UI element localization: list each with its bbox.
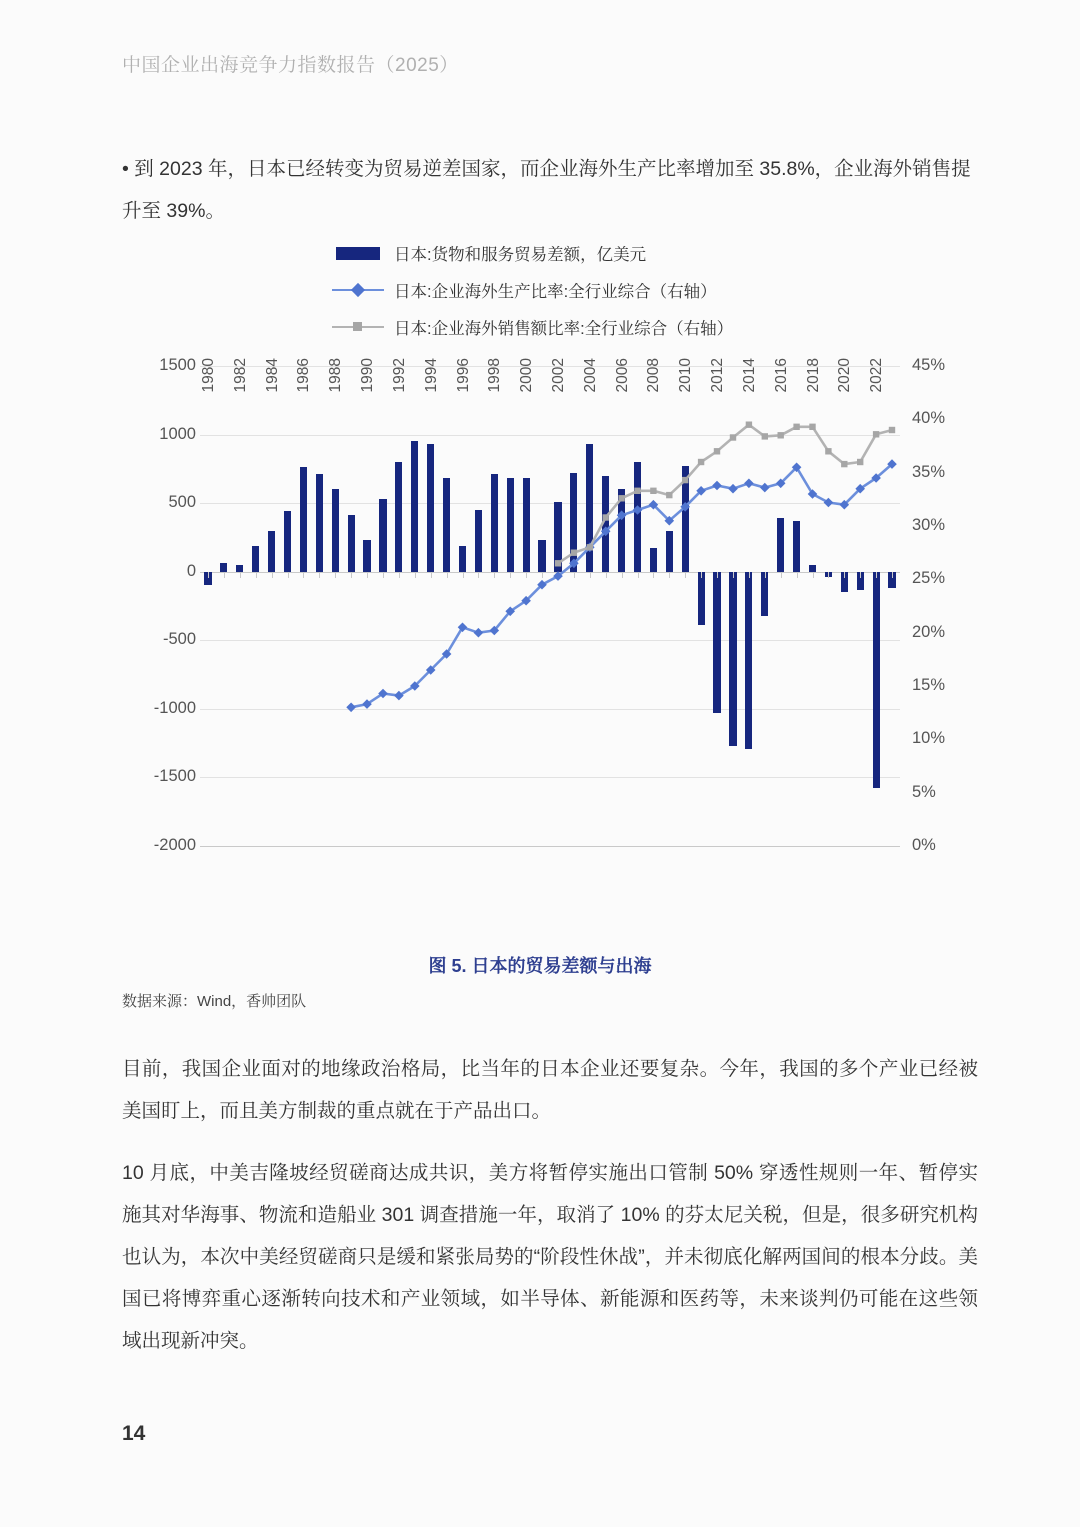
x-axis-tick-label: 2006 [613, 358, 631, 393]
line-marker-square [778, 432, 784, 438]
line-marker-diamond [824, 498, 834, 508]
x-axis-tick-label: 1988 [327, 358, 345, 393]
document-header: 中国企业出海竞争力指数报告（2025） [122, 55, 459, 76]
x-axis-tick-label: 2008 [645, 358, 663, 393]
line-marker-square [873, 431, 879, 437]
line-marker-square [762, 433, 768, 439]
line-series [200, 366, 900, 846]
line-marker-square [857, 459, 863, 465]
x-axis-tick-label: 1998 [486, 358, 504, 393]
right-axis-tick: 45% [912, 356, 946, 374]
x-axis-tick-label: 1990 [359, 358, 377, 393]
x-axis-tick-label: 2016 [772, 358, 790, 393]
x-axis-tick-label: 1984 [263, 358, 281, 393]
legend-line-square-icon [332, 317, 384, 337]
line-marker-diamond [712, 481, 722, 491]
left-axis-tick: -1500 [153, 767, 196, 786]
line-marker-diamond [728, 484, 738, 494]
right-axis-tick: 5% [912, 782, 936, 801]
line-marker-square [730, 434, 736, 440]
plot-canvas [200, 366, 900, 846]
line-marker-square [698, 459, 704, 465]
page-number: 14 [122, 1422, 146, 1445]
x-axis-tick-label: 2020 [836, 358, 854, 393]
chart-legend [332, 234, 972, 345]
right-axis-tick: 25% [912, 569, 946, 588]
x-axis-tick-label: 2022 [868, 358, 886, 393]
legend-item-trade-balance [332, 234, 972, 271]
line-marker-square [809, 424, 815, 430]
x-axis-tick-label: 1996 [454, 358, 472, 393]
line-marker-square [825, 448, 831, 454]
line-marker-square [793, 424, 799, 430]
x-axis-tick-label: 2018 [804, 358, 822, 393]
left-axis-tick: -1000 [153, 698, 196, 717]
body-paragraph-1: 目前，我国企业面对的地缘政治格局，比当年的日本企业还要复杂。今年，我国的多个产业已经被美国盯上，而且美方制裁的重点就在于产品出口。 [122, 1058, 978, 1122]
line-marker-square [603, 514, 609, 520]
legend-item-overseas-sales [332, 308, 972, 345]
line-marker-square [618, 495, 624, 501]
figure-chart [122, 228, 978, 918]
line-marker-square [650, 488, 656, 494]
line-marker-square [555, 560, 561, 566]
legend-label-overseas-production: 日本:企业海外生产比率:全行业综合（右轴） [394, 282, 717, 301]
legend-label-trade-balance: 日本:货物和服务贸易差额，亿美元 [394, 245, 647, 264]
line-marker-square [634, 488, 640, 494]
x-axis-tick-label: 2004 [581, 358, 599, 393]
right-axis-tick: 30% [912, 516, 946, 534]
x-axis-tick-label: 2012 [709, 358, 727, 393]
right-axis-tick: 35% [912, 462, 946, 481]
left-axis-tick: 500 [168, 493, 196, 512]
legend-label-overseas-sales: 日本:企业海外销售额比率:全行业综合（右轴） [394, 319, 734, 338]
source-note: 数据来源：Wind，香帅团队 [122, 993, 307, 1010]
line-marker-square [889, 427, 895, 433]
bullet-paragraph: • 到 2023 年，日本已经转变为贸易逆差国家，而企业海外生产比率增加至 35.8%，企业海外销售提升至 39%。 [122, 158, 971, 222]
left-axis-tick: -2000 [153, 836, 196, 854]
right-axis-tick: 20% [912, 622, 946, 641]
x-axis-tick-label: 2002 [549, 358, 567, 393]
line-marker-square [571, 550, 577, 556]
x-axis-tick-label: 2010 [677, 358, 695, 393]
body-paragraph-2: 10 月底，中美吉隆坡经贸磋商达成共识，美方将暂停实施出口管制 50% 穿透性规则一年、暂停实施其对华海事、物流和造船业 301 调查措施一年，取消了 10% 的芬太尼关税，但是，很多研究机构也认为，本次中美经贸磋商只是缓和紧张局势的“阶段性休战”，并未彻底化解两国间的根本分歧。美国已将博弈重心逐渐转向技术和产业领域，如半导体、新能源和医药等，未来谈判仍可能在这些领域出现新冲突。 [122, 1162, 978, 1352]
left-axis-tick: 0 [186, 561, 196, 580]
x-axis-tick-label: 1982 [231, 358, 249, 393]
left-axis-tick: 1500 [159, 356, 196, 374]
legend-line-diamond-icon [332, 280, 384, 300]
line-marker-square [746, 422, 752, 428]
chart-plot-area [122, 356, 978, 854]
x-axis-tick-label: 2014 [740, 358, 758, 393]
line-marker-diamond [760, 483, 770, 493]
line-marker-square [841, 461, 847, 467]
x-axis-tick-label: 1994 [422, 358, 440, 393]
line-overseas-sales [558, 425, 892, 564]
right-axis-tick: 0% [912, 836, 936, 854]
line-marker-square [587, 544, 593, 550]
line-marker-square [714, 448, 720, 454]
legend-bar-swatch-icon [332, 243, 384, 263]
left-axis-tick: -500 [162, 630, 196, 649]
line-marker-square [666, 492, 672, 498]
line-marker-diamond [474, 628, 484, 638]
x-axis-tick-label: 1986 [295, 358, 313, 393]
figure-caption: 图 5. 日本的贸易差额与出海 [428, 956, 652, 976]
line-marker-diamond [346, 702, 356, 712]
legend-item-overseas-production [332, 271, 972, 308]
right-axis-tick: 40% [912, 409, 946, 428]
right-axis-tick: 15% [912, 676, 946, 694]
x-axis-tick-label: 2000 [518, 358, 536, 393]
line-marker-diamond [744, 478, 754, 488]
left-axis-tick: 1000 [159, 424, 196, 443]
x-axis-tick-label: 1980 [199, 358, 217, 393]
line-marker-diamond [633, 505, 643, 515]
x-axis-line [200, 846, 900, 847]
x-axis-tick-label: 1992 [390, 358, 408, 393]
right-axis-tick: 10% [912, 729, 946, 748]
line-marker-square [682, 477, 688, 483]
